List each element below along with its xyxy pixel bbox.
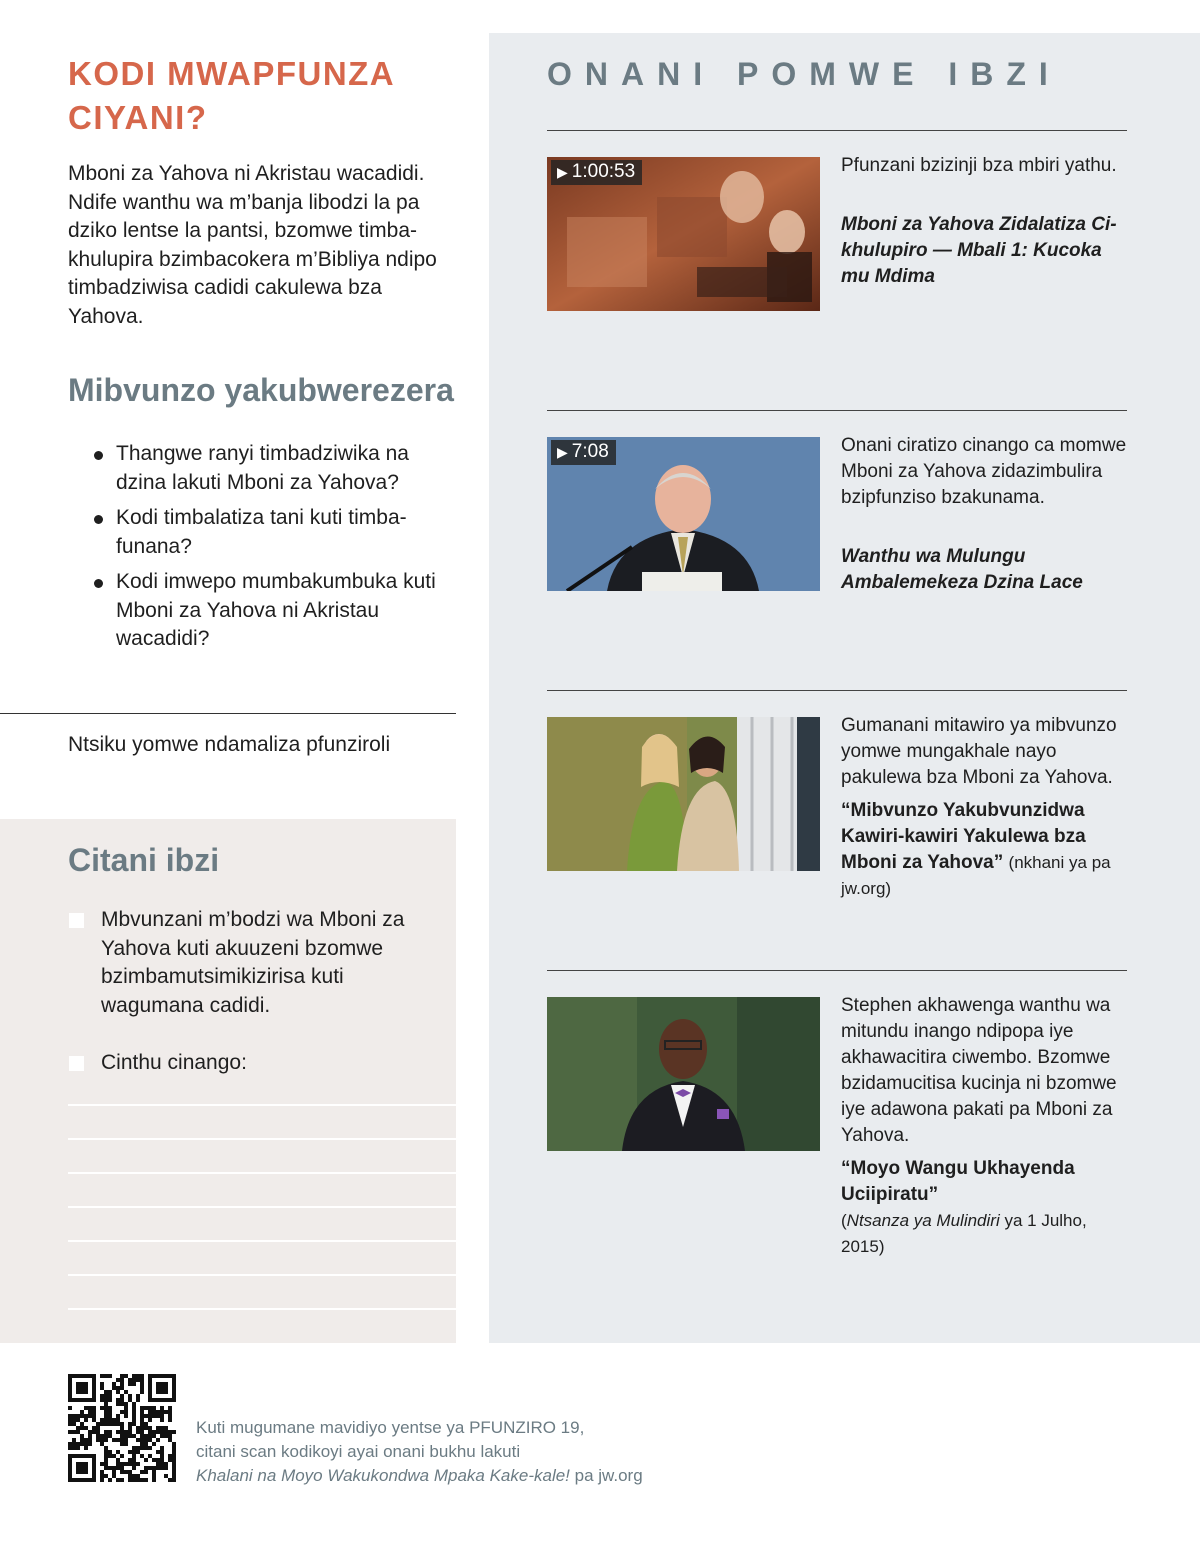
video-title-link[interactable]: Mboni za Yahova Zidalatiza Cikhulupiro — Mbali 1: Kucoka mu Mdima <box>841 214 1117 287</box>
women-at-door-icon <box>547 717 820 871</box>
qr-code-icon <box>68 1374 176 1482</box>
divider <box>0 713 456 714</box>
divider <box>547 970 1127 971</box>
divider <box>547 690 1127 691</box>
article-description: Gumanani mitawiro ya mibvunzo yomwe mungakhale nayo pakulewa bza Mboni za Yahova. <box>841 715 1117 788</box>
divider <box>547 410 1127 411</box>
review-questions-heading: Mibvunzo yakubwerezera <box>68 372 454 408</box>
divider <box>547 130 1127 131</box>
watch-heading: ONANI POMWE IBZI <box>547 56 1061 92</box>
article-description: Stephen akhawenga wanthu wa mitundu inango ndipopa iye akhawacitira ciwembo. Bzomwe bzidamucitisa kucinja ni bzomwe iye adawona pakati pa Mboni za Yahova. <box>841 995 1117 1146</box>
video-duration-badge: ▶ 1:00:53 <box>551 160 642 185</box>
activity-panel <box>0 819 456 1343</box>
intro-paragraph: Mboni za Yahova ni Akristau wacadidi. Ndife wanthu wa m’banja libodzi la pa dziko lentse la pantsi, bzomwe timbakhulupira bzimbacokera m’Bibliya ndipo timbadziwisa cadidi cakulewa bza Yahova. <box>68 162 437 328</box>
qr-code-icon[interactable] <box>68 1374 176 1482</box>
play-icon: ▶ <box>557 444 568 460</box>
writing-line[interactable] <box>68 1104 456 1106</box>
review-question: Thangwe ranyi timbadziwika na dzina lakuti Mboni za Yahova? <box>92 440 452 497</box>
review-questions-list <box>92 440 452 661</box>
video-thumbnail-history[interactable] <box>547 157 820 311</box>
other-activity-label: Cinthu cinango: <box>101 1051 247 1074</box>
video-title-link[interactable]: Wanthu wa Mulungu Ambalemekeza Dzina Lace <box>841 546 1083 593</box>
review-question: Kodi timbalatiza tani kuti timbafunana? <box>92 504 452 561</box>
play-icon: ▶ <box>557 164 568 180</box>
video-thumbnail-speaker[interactable] <box>547 437 820 591</box>
smiling-man-portrait-icon <box>547 997 820 1151</box>
writing-line[interactable] <box>68 1308 456 1310</box>
video-description: Pfunzani bzizinji bza mbiri yathu. <box>841 155 1117 176</box>
review-question: Kodi imwepo mumbakumbuka kuti Mboni za Yahova ni Akristau wacadidi? <box>92 568 452 654</box>
page-title: KODI MWAPFUNZA CIYANI? <box>68 55 394 136</box>
video-description: Onani ciratizo cinango ca momwe Mboni za Yahova zidazimbulira bzipfunziso bzakunama. <box>841 435 1127 508</box>
article-thumbnail-door[interactable] <box>547 717 820 871</box>
article-title-link[interactable]: “Mibvunzo Yakubvunzidwa Kawiri-kawiri Yakulewa bza Mboni za Yahova” (nkhani ya pa jw.org) <box>841 800 1111 898</box>
article-title-link[interactable]: “Moyo Wangu Ukhayenda Uciipiratu” <box>841 1158 1075 1205</box>
video-duration-badge: ▶ 7:08 <box>551 440 616 465</box>
activity-item: Mbvunzani m’bodzi wa Mboni za Yahova kuti akuuzeni bzomwe bzimbamutsimikizirisa kuti wagumana cadidi. <box>101 908 405 1017</box>
other-activity-checkbox[interactable] <box>69 1056 84 1071</box>
activity-checkbox[interactable] <box>69 913 84 928</box>
completion-date-label: Ntsiku yomwe ndamaliza pfunziroli <box>68 733 391 756</box>
article-thumbnail-portrait[interactable] <box>547 997 820 1151</box>
article-source: (Ntsanza ya Mulindiri ya 1 Julho, 2015) <box>841 1211 1087 1256</box>
writing-line[interactable] <box>68 1206 456 1208</box>
writing-line[interactable] <box>68 1240 456 1242</box>
activity-heading: Citani ibzi <box>68 842 220 878</box>
writing-line[interactable] <box>68 1274 456 1276</box>
footer-note: Kuti mugumane mavidiyo yentse ya PFUNZIRO 19, citani scan kodikoyi ayai onani bukhu lakuti Khalani na Moyo Wakukondwa Mpaka Kake-kale! pa jw.org <box>196 1418 643 1485</box>
writing-line[interactable] <box>68 1138 456 1140</box>
writing-line[interactable] <box>68 1172 456 1174</box>
